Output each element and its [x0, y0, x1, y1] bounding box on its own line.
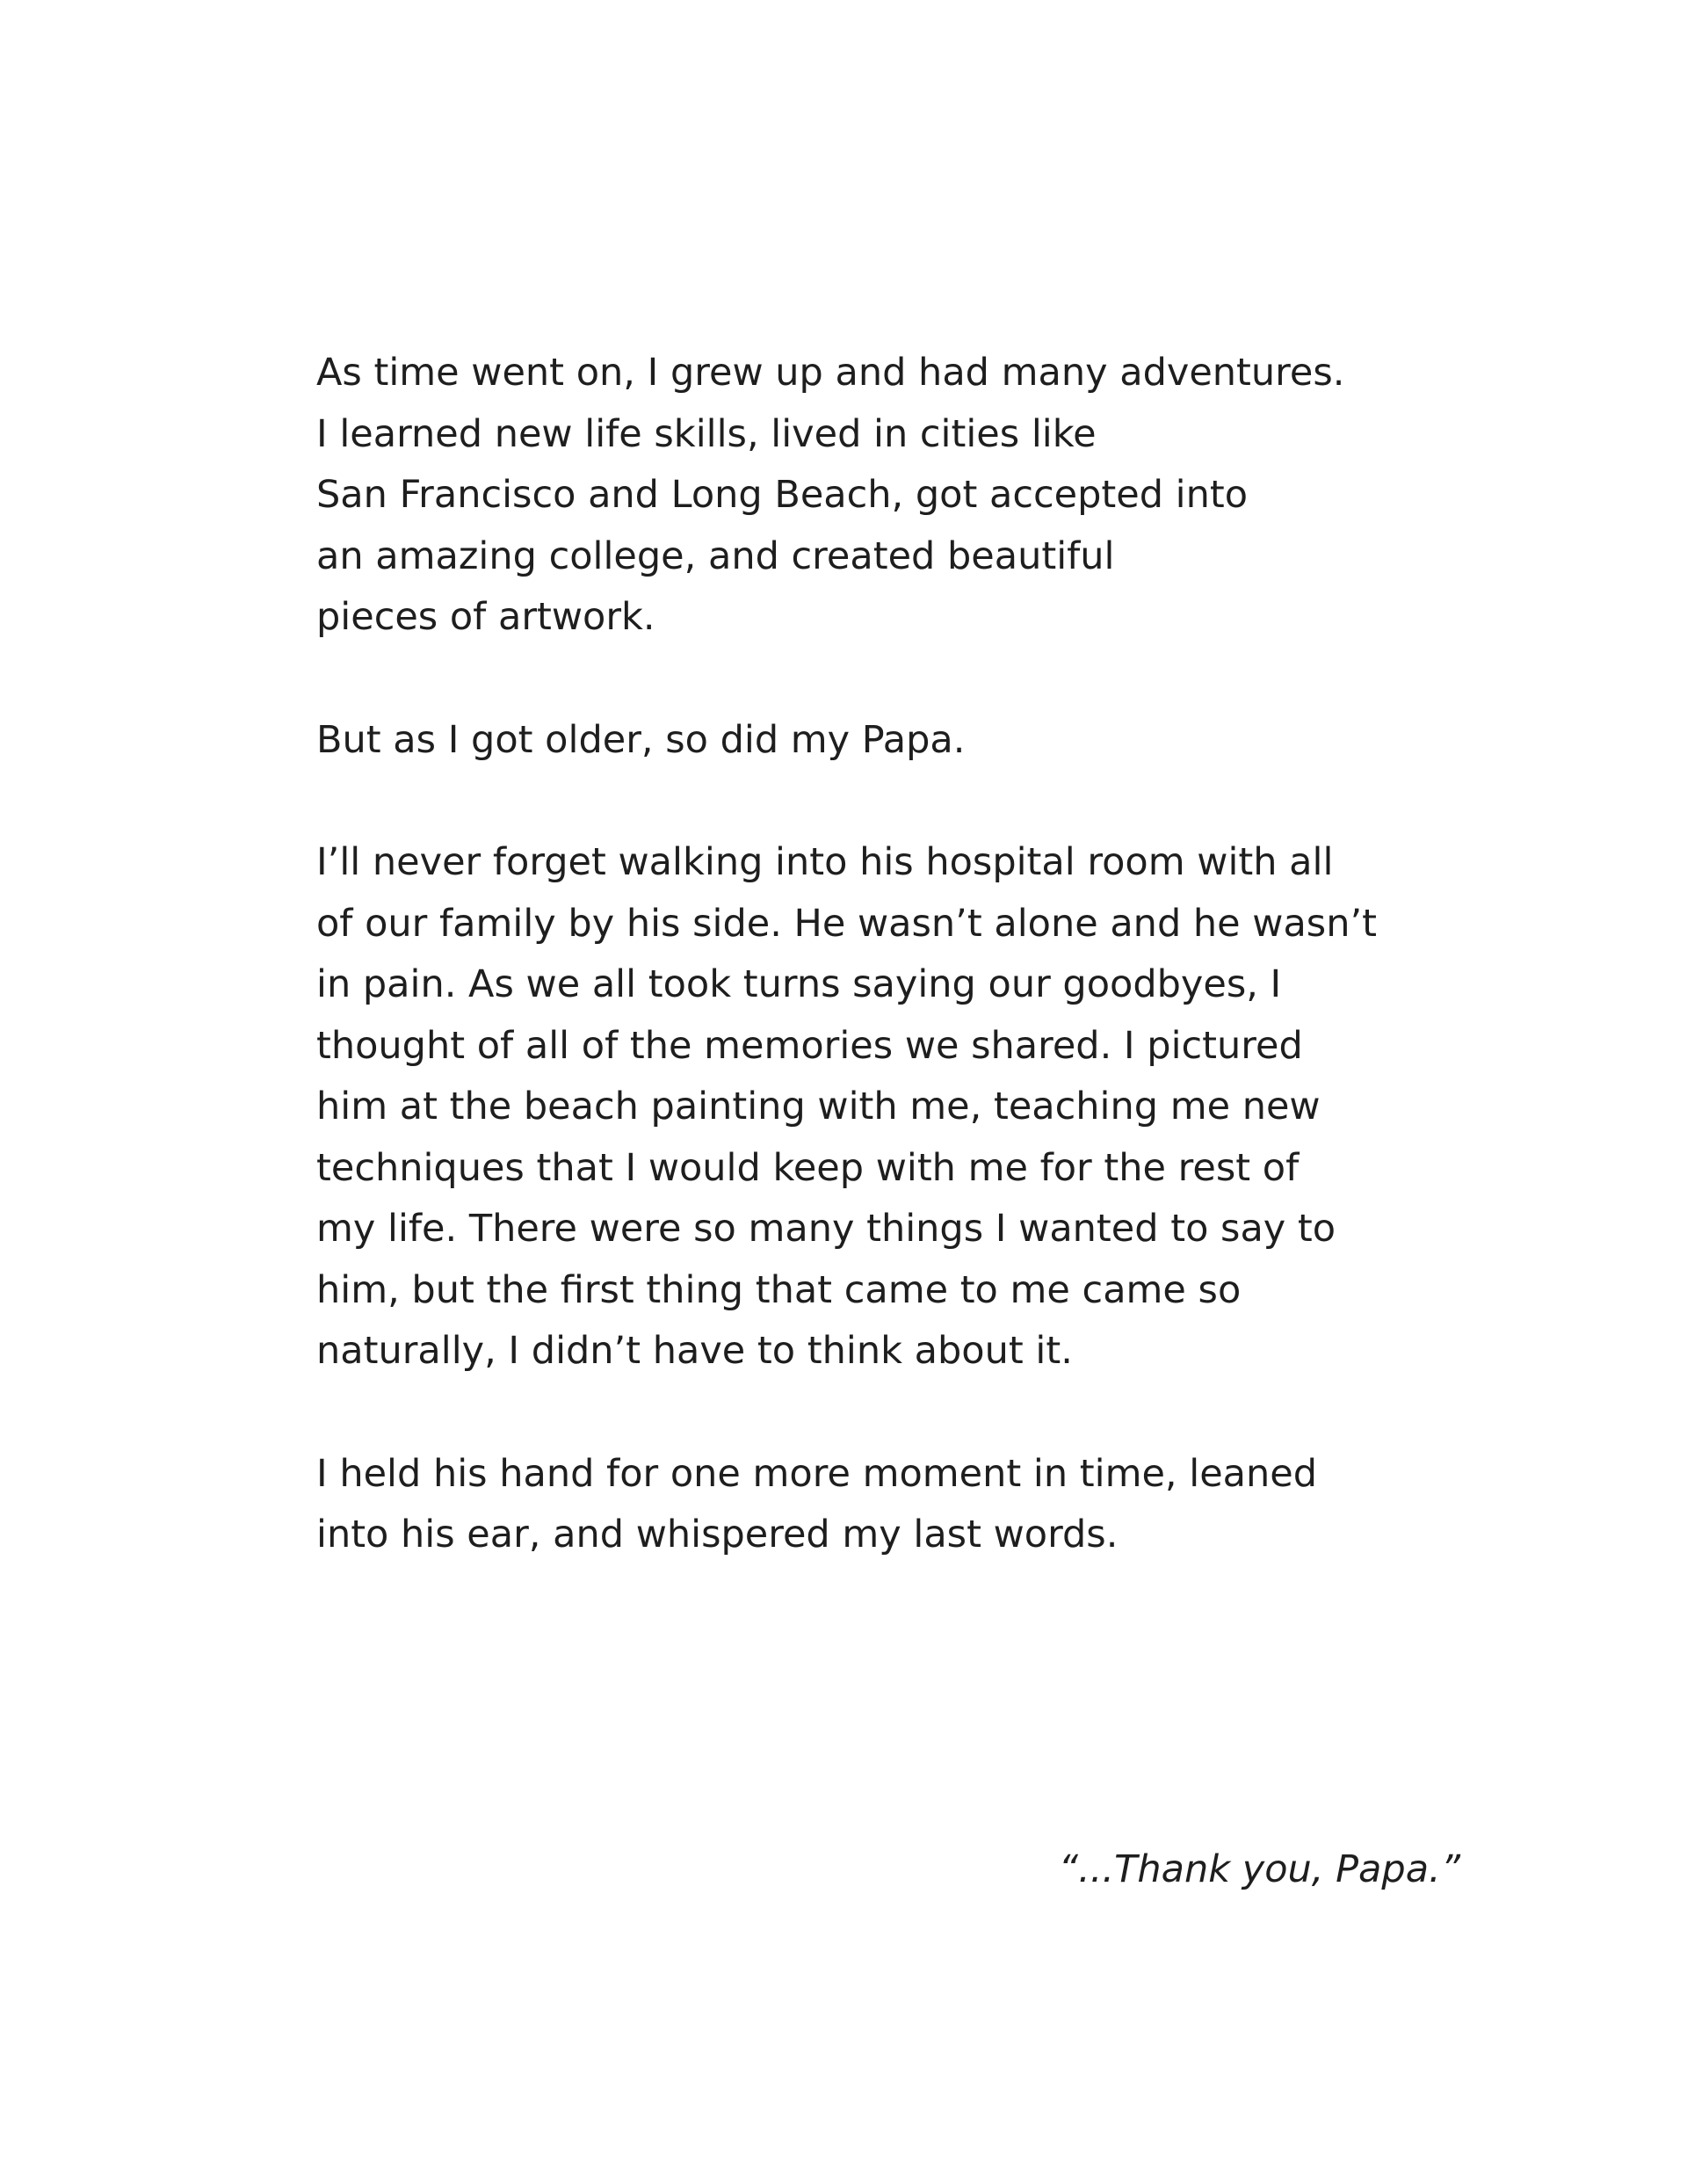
text-line: him at the beach painting with me, teaching me new: [316, 1085, 1321, 1128]
text-line: my life. There were so many things I wanted to say to: [316, 1207, 1336, 1251]
text-line: in pain. As we all took turns saying our goodbyes, I: [316, 962, 1282, 1006]
paragraph-hospital: [316, 832, 1459, 1382]
text-line: of our family by his side. He wasn’t alone and he wasn’t: [316, 901, 1377, 946]
text-line: As time went on, I grew up and had many adventures.: [316, 351, 1345, 395]
paragraph-spacer: [316, 771, 1459, 832]
text-line: him, but the first thing that came to me came so: [316, 1267, 1242, 1312]
text-line: thought of all of the memories we shared. I pictured: [316, 1023, 1303, 1068]
paragraph-spacer: [316, 649, 1459, 710]
story-body: [316, 343, 1459, 1566]
text-line: But as I got older, so did my Papa.: [316, 717, 966, 762]
text-line: into his ear, and whispered my last words.: [316, 1513, 1119, 1556]
text-line: I learned new life skills, lived in cities like: [316, 411, 1097, 456]
paragraph-last-words: [316, 1444, 1459, 1566]
text-line: pieces of artwork.: [316, 595, 655, 639]
text-line: San Francisco and Long Beach, got accepted into: [316, 473, 1249, 517]
text-line: I’ll never forget walking into his hospital room with all: [316, 840, 1334, 884]
closing-quote: “...Thank you, Papa.”: [1058, 1847, 1460, 1891]
paragraph-older: [316, 710, 1459, 772]
paragraph-adventures: [316, 343, 1459, 649]
text-line: an amazing college, and created beautiful: [316, 533, 1115, 578]
paragraph-spacer: [316, 1382, 1459, 1444]
text-line: naturally, I didn’t have to think about it.: [316, 1329, 1073, 1373]
text-line: techniques that I would keep with me for the rest of: [316, 1145, 1300, 1190]
text-line: I held his hand for one more moment in time, leaned: [316, 1451, 1318, 1496]
